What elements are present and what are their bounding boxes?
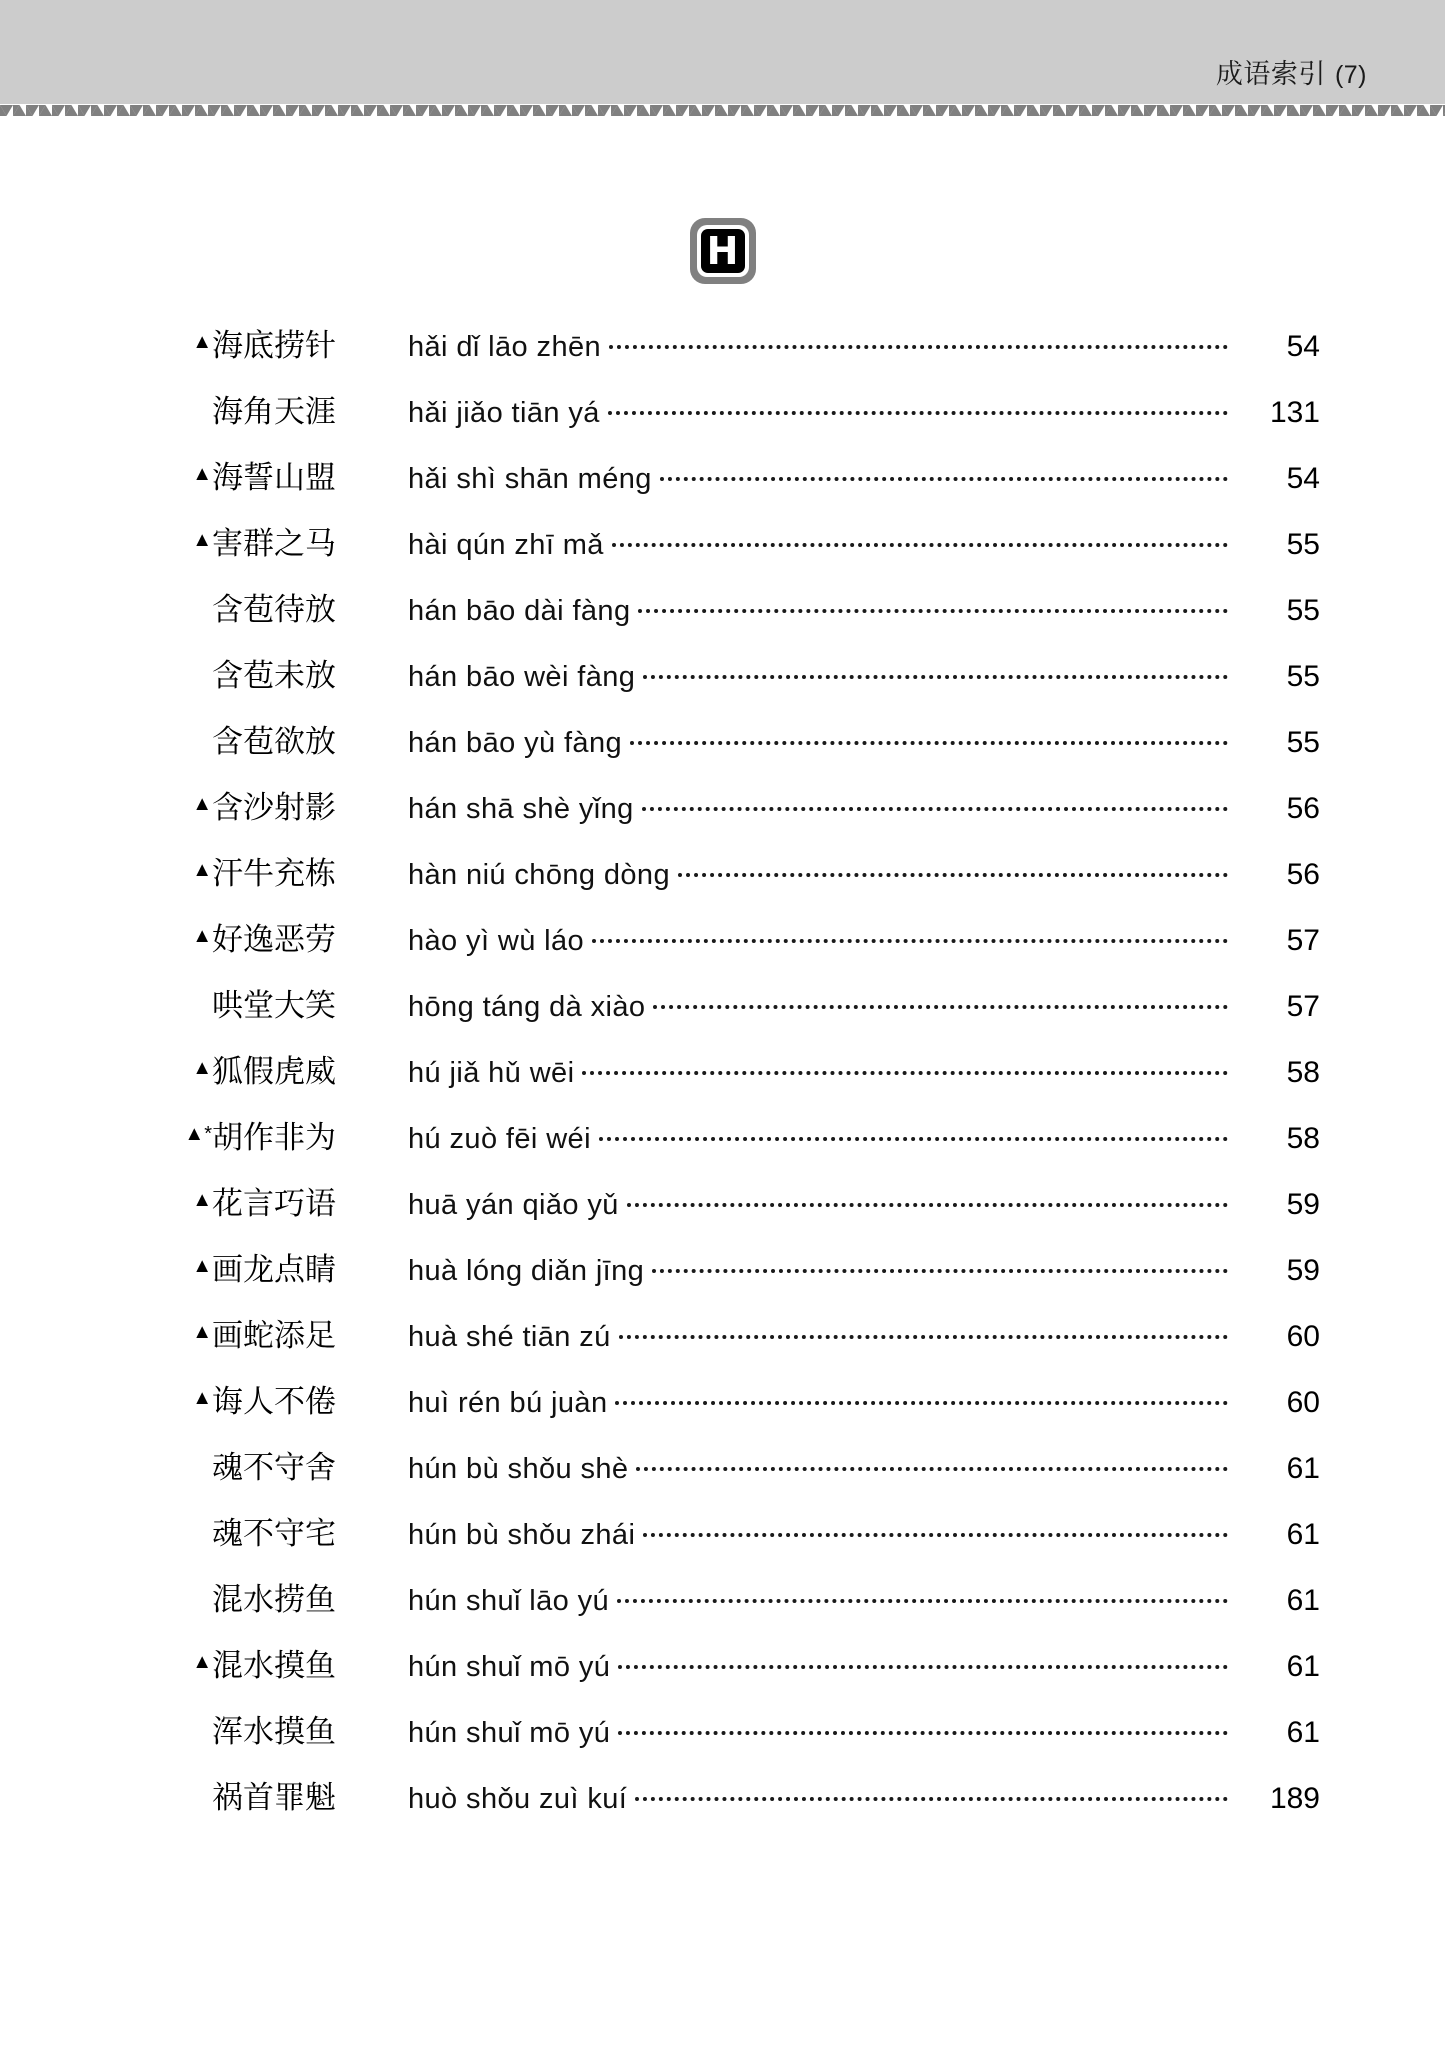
entry-marker: ▲ [192, 1321, 212, 1343]
index-entry-row[interactable] [160, 518, 1320, 584]
entry-marker: ▲ [192, 529, 212, 551]
entry-page-number[interactable]: 61 [1286, 1518, 1320, 1551]
index-entry-row[interactable] [160, 1706, 1320, 1772]
entry-pinyin: hǎi shì shān méng [408, 463, 652, 495]
index-entry-row[interactable] [160, 1640, 1320, 1706]
index-entry-row[interactable] [160, 1178, 1320, 1244]
entry-dot-leader [635, 1797, 1228, 1801]
entry-page-number[interactable]: 55 [1286, 594, 1320, 627]
entry-dot-leader [609, 345, 1228, 349]
entry-idiom: 害群之马 [212, 526, 336, 562]
entry-pinyin: huā yán qiǎo yǔ [408, 1189, 619, 1221]
index-entry-row[interactable] [160, 386, 1320, 452]
index-entry-row[interactable] [160, 1442, 1320, 1508]
index-entry-row[interactable] [160, 914, 1320, 980]
entry-pinyin: hǎi jiǎo tiān yá [408, 397, 600, 429]
entry-idiom: 浑水摸鱼 [212, 1714, 336, 1750]
index-entry-row[interactable] [160, 782, 1320, 848]
entry-page-number[interactable]: 189 [1269, 1782, 1320, 1815]
decorative-zigzag-border [0, 96, 1445, 118]
entry-idiom: 混水捞鱼 [212, 1582, 336, 1618]
index-entry-row[interactable] [160, 1376, 1320, 1442]
index-entry-row[interactable] [160, 1574, 1320, 1640]
entry-idiom: 含苞未放 [212, 658, 336, 694]
entry-idiom: 狐假虎威 [212, 1054, 336, 1090]
entry-idiom: 海角天涯 [212, 394, 336, 430]
entry-pinyin: hào yì wù láo [408, 925, 585, 957]
entry-dot-leader [678, 873, 1228, 877]
entry-dot-leader [653, 1005, 1228, 1009]
entry-pinyin: hún shuǐ lāo yú [408, 1585, 610, 1617]
entry-dot-leader [643, 1533, 1228, 1537]
entry-dot-leader [660, 477, 1228, 481]
entry-idiom: 胡作非为 [212, 1120, 336, 1156]
entry-marker: ▲ [192, 925, 212, 947]
entry-idiom: 含沙射影 [212, 790, 336, 826]
entry-dot-leader [619, 1335, 1228, 1339]
entry-page-number[interactable]: 57 [1286, 990, 1320, 1023]
index-entry-row[interactable] [160, 452, 1320, 518]
entry-page-number[interactable]: 55 [1286, 726, 1320, 759]
entry-page-number[interactable]: 131 [1269, 396, 1320, 429]
index-entry-row[interactable] [160, 980, 1320, 1046]
entry-pinyin: hán bāo wèi fàng [408, 661, 636, 693]
entry-marker: ▲ [192, 1651, 212, 1673]
entry-dot-leader [638, 609, 1228, 613]
entry-dot-leader [636, 1467, 1228, 1471]
entry-pinyin: huà lóng diǎn jīng [408, 1255, 645, 1287]
entry-idiom: 海底捞针 [212, 328, 336, 364]
entry-idiom: 含苞待放 [212, 592, 336, 628]
entry-pinyin: hún shuǐ mō yú [408, 1717, 611, 1749]
entry-idiom: 诲人不倦 [212, 1384, 336, 1420]
entry-pinyin: huì rén bú juàn [408, 1387, 608, 1419]
entry-idiom: 魂不守舍 [212, 1450, 336, 1486]
entry-marker: ▲ [192, 1057, 212, 1079]
entry-dot-leader [643, 675, 1228, 679]
entry-idiom: 画蛇添足 [212, 1318, 336, 1354]
entry-page-number[interactable]: 56 [1286, 858, 1320, 891]
index-entry-row[interactable] [160, 1772, 1320, 1838]
index-entry-row[interactable] [160, 716, 1320, 782]
entry-page-number[interactable]: 54 [1286, 462, 1320, 495]
entry-pinyin: hōng táng dà xiào [408, 991, 646, 1023]
entry-dot-leader [582, 1071, 1228, 1075]
entry-idiom: 混水摸鱼 [212, 1648, 336, 1684]
entry-page-number[interactable]: 58 [1286, 1056, 1320, 1089]
index-entry-row[interactable] [160, 848, 1320, 914]
entry-idiom: 画龙点睛 [212, 1252, 336, 1288]
idiom-index-list [160, 320, 1320, 1838]
index-entry-row[interactable] [160, 584, 1320, 650]
index-entry-row[interactable] [160, 650, 1320, 716]
page-header-title-cn: 成语索引 [1215, 59, 1326, 90]
letter-badge [690, 218, 756, 284]
entry-idiom: 魂不守宅 [212, 1516, 336, 1552]
entry-page-number[interactable]: 59 [1286, 1254, 1320, 1287]
entry-dot-leader [615, 1401, 1228, 1405]
entry-marker: ▲ [192, 1387, 212, 1409]
page-header-title-number: (7) [1334, 61, 1367, 89]
entry-pinyin: hàn niú chōng dòng [408, 859, 670, 891]
entry-dot-leader [630, 741, 1228, 745]
index-entry-row[interactable] [160, 1310, 1320, 1376]
entry-pinyin: hán shā shè yǐng [408, 793, 634, 825]
entry-page-number[interactable]: 55 [1286, 660, 1320, 693]
entry-dot-leader [652, 1269, 1228, 1273]
entry-page-number[interactable]: 61 [1286, 1716, 1320, 1749]
entry-page-number[interactable]: 61 [1286, 1650, 1320, 1683]
entry-page-number[interactable]: 60 [1286, 1386, 1320, 1419]
entry-pinyin: hán bāo yù fàng [408, 727, 623, 759]
entry-idiom: 祸首罪魁 [212, 1780, 336, 1816]
entry-idiom: 花言巧语 [212, 1186, 336, 1222]
entry-page-number[interactable]: 55 [1286, 528, 1320, 561]
entry-pinyin: hún bù shǒu zhái [408, 1519, 636, 1551]
entry-marker: ▲ [192, 1255, 212, 1277]
letter-badge-letter: H [701, 229, 745, 273]
entry-pinyin: hài qún zhī mǎ [408, 529, 604, 561]
entry-page-number[interactable]: 54 [1286, 330, 1320, 363]
entry-dot-leader [618, 1665, 1228, 1669]
entry-pinyin: huà shé tiān zú [408, 1321, 611, 1353]
entry-marker: ▲* [184, 1123, 212, 1145]
entry-pinyin: hún shuǐ mō yú [408, 1651, 611, 1683]
entry-marker: ▲ [192, 1189, 212, 1211]
entry-dot-leader [617, 1599, 1228, 1603]
entry-dot-leader [642, 807, 1228, 811]
entry-page-number[interactable]: 57 [1286, 924, 1320, 957]
entry-dot-leader [612, 543, 1228, 547]
entry-marker: ▲ [192, 859, 212, 881]
entry-idiom: 含苞欲放 [212, 724, 336, 760]
entry-dot-leader [599, 1137, 1228, 1141]
entry-page-number[interactable]: 61 [1286, 1584, 1320, 1617]
entry-page-number[interactable]: 58 [1286, 1122, 1320, 1155]
entry-pinyin: hú zuò fēi wéi [408, 1123, 591, 1155]
entry-pinyin: huò shǒu zuì kuí [408, 1783, 628, 1815]
entry-marker: ▲ [192, 331, 212, 353]
entry-dot-leader [608, 411, 1228, 415]
entry-idiom: 哄堂大笑 [212, 988, 336, 1024]
index-entry-row[interactable] [160, 1112, 1320, 1178]
page-header-title [1216, 52, 1367, 91]
entry-dot-leader [618, 1731, 1228, 1735]
entry-pinyin: hún bù shǒu shè [408, 1453, 629, 1485]
entry-page-number[interactable]: 56 [1286, 792, 1320, 825]
entry-marker: ▲ [192, 793, 212, 815]
entry-pinyin: hǎi dǐ lāo zhēn [408, 331, 602, 363]
entry-pinyin: hán bāo dài fàng [408, 595, 631, 627]
letter-badge-container [0, 218, 1445, 289]
entry-page-number[interactable]: 59 [1286, 1188, 1320, 1221]
entry-dot-leader [592, 939, 1228, 943]
index-entry-row[interactable] [160, 320, 1320, 386]
entry-pinyin: hú jiǎ hǔ wēi [408, 1057, 575, 1089]
entry-page-number[interactable]: 61 [1286, 1452, 1320, 1485]
index-entry-row[interactable] [160, 1046, 1320, 1112]
index-entry-row[interactable] [160, 1508, 1320, 1574]
index-entry-row[interactable] [160, 1244, 1320, 1310]
entry-marker: ▲ [192, 463, 212, 485]
entry-idiom: 汗牛充栋 [212, 856, 336, 892]
entry-page-number[interactable]: 60 [1286, 1320, 1320, 1353]
entry-dot-leader [627, 1203, 1228, 1207]
entry-idiom: 海誓山盟 [212, 460, 336, 496]
entry-idiom: 好逸恶劳 [212, 922, 336, 958]
